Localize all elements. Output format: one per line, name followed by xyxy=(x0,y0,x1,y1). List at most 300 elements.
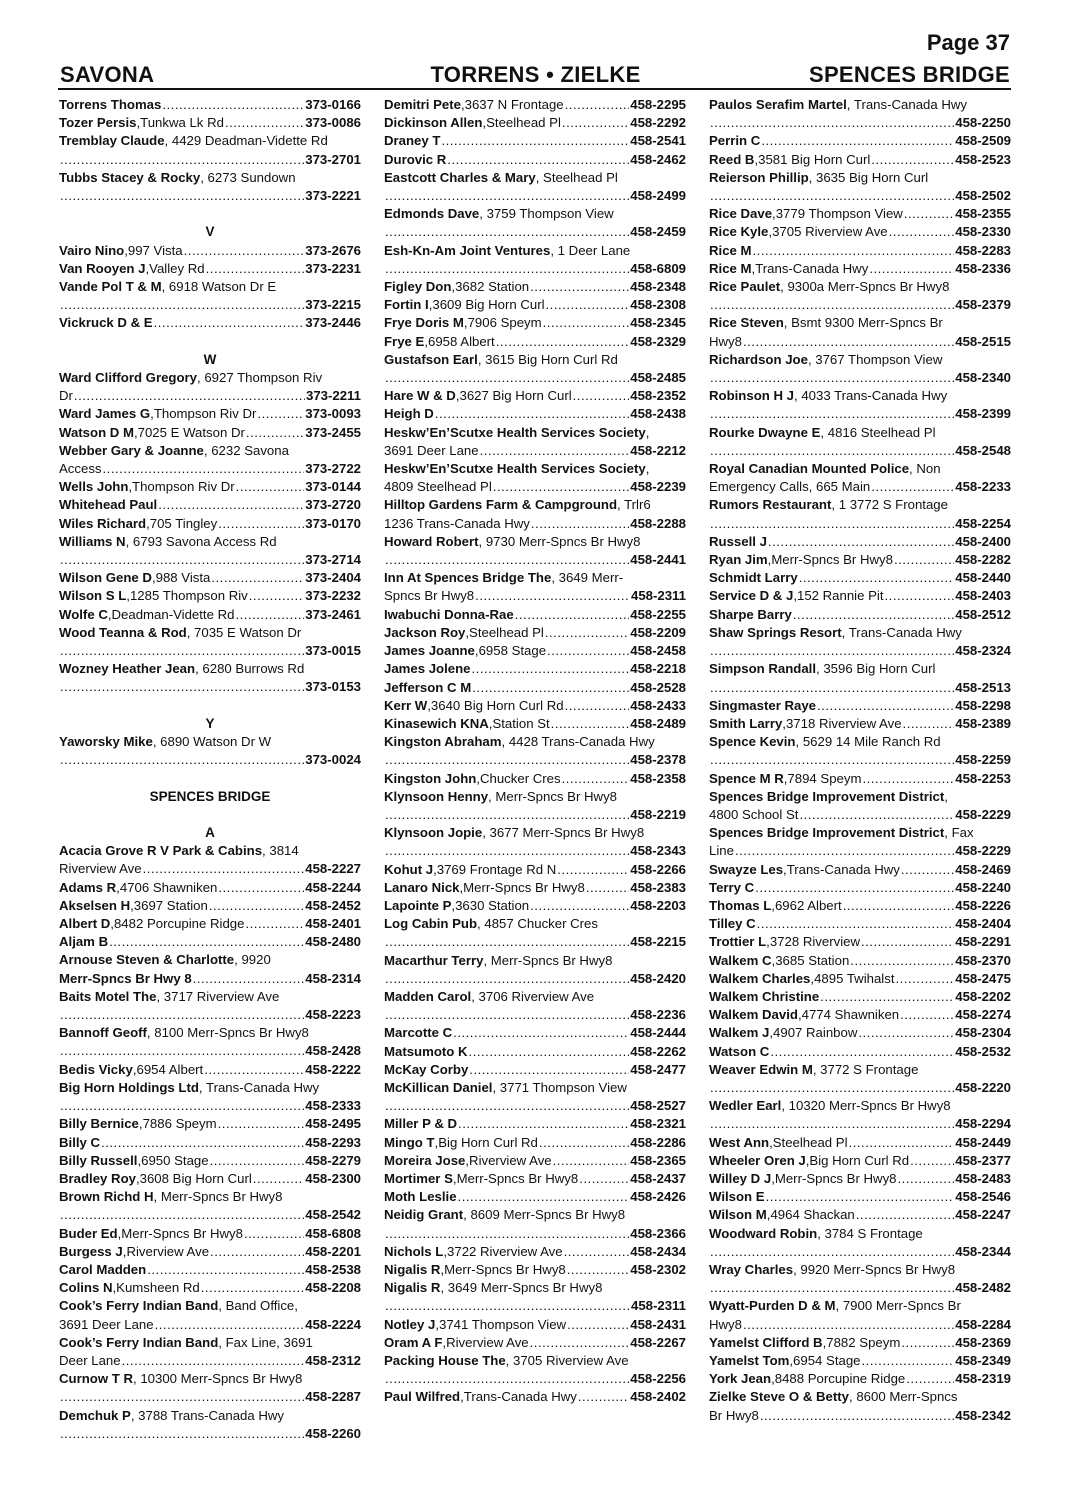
listing-phone: 458-2483 xyxy=(955,1170,1011,1186)
listing-name: Figley Don xyxy=(384,279,452,295)
dot-leader xyxy=(469,1061,629,1079)
listing-phone: 458-2538 xyxy=(305,1261,361,1277)
listing-address-cont: 3691 Deer Lane xyxy=(59,1316,154,1332)
listing-entry xyxy=(384,1206,686,1242)
listing-entry xyxy=(59,1407,361,1443)
listing-second-line xyxy=(709,806,1011,824)
listing-name: Arnouse Steven & Charlotte xyxy=(59,952,235,968)
listing-line xyxy=(59,1134,361,1152)
listing-second-line xyxy=(59,751,361,769)
dot-leader xyxy=(871,478,954,496)
comma-separator: , xyxy=(771,897,775,913)
comma-separator: , xyxy=(130,897,134,913)
comma-separator: , xyxy=(133,1371,141,1387)
listing-name: Walkem David xyxy=(709,1007,798,1023)
listing-line xyxy=(709,861,1011,879)
dot-leader xyxy=(385,187,629,205)
listing-line xyxy=(709,260,1011,278)
listing-address: 6280 Burrows Rd xyxy=(202,661,305,677)
listing-name: Packing House The xyxy=(384,1353,506,1369)
listing-name: Frye Doris M xyxy=(384,315,464,331)
listing-entry xyxy=(59,1297,361,1333)
listing-second-line xyxy=(384,1097,686,1115)
listing-entry xyxy=(384,1134,686,1152)
listing-second-line xyxy=(384,187,686,205)
listing-name: Klynsoon Henny xyxy=(384,788,489,804)
listing-entry xyxy=(59,951,361,987)
listing-phone: 458-2344 xyxy=(955,1243,1011,1259)
listing-name: Draney T xyxy=(384,133,441,149)
dot-leader xyxy=(60,678,304,696)
listing-entry xyxy=(384,351,686,387)
listing-entry xyxy=(709,1225,1011,1261)
comma-separator: , xyxy=(794,388,802,404)
listing-entry xyxy=(384,624,686,642)
dot-leader xyxy=(770,1043,954,1061)
listing-name: Woodward Robin xyxy=(709,1225,818,1241)
listing-name: Howard Robert xyxy=(384,533,479,549)
dot-leader xyxy=(567,1316,629,1334)
listing-phone: 458-2239 xyxy=(630,479,686,495)
listing-phone: 373-2215 xyxy=(305,297,361,313)
listing-phone: 458-2336 xyxy=(955,260,1011,276)
listing-phone: 458-2314 xyxy=(305,970,361,986)
listing-phone: 458-2369 xyxy=(955,1334,1011,1350)
listing-second-line xyxy=(709,1079,1011,1097)
listing-address: 10300 Merr-Spncs Br Hwy8 xyxy=(140,1371,303,1387)
listing-phone: 458-2548 xyxy=(955,442,1011,458)
listing-first-line xyxy=(384,424,686,442)
listing-line xyxy=(709,1134,1011,1152)
dot-leader xyxy=(547,642,629,660)
listing-second-line xyxy=(709,405,1011,423)
listing-entry xyxy=(709,424,1011,460)
dot-leader xyxy=(441,132,629,150)
listing-line xyxy=(59,1061,361,1079)
dot-leader xyxy=(204,1061,304,1079)
listing-phone: 458-2352 xyxy=(630,388,686,404)
listing-second-line xyxy=(384,1297,686,1315)
listing-entry xyxy=(384,660,686,678)
listing-first-line xyxy=(709,624,1011,642)
header-right-place: SPENCES BRIDGE xyxy=(808,62,1010,87)
listing-phone: 458-2292 xyxy=(630,115,686,131)
listing-line xyxy=(59,260,361,278)
listing-name: Billy Bernice xyxy=(59,1116,139,1132)
listing-address: 8482 Porcupine Ridge xyxy=(113,916,245,932)
listing-phone: 458-2244 xyxy=(305,879,361,895)
listing-second-line xyxy=(709,296,1011,314)
listing-second-line xyxy=(709,515,1011,533)
listing-name: Vande Pol T & M xyxy=(59,279,162,295)
listing-address: 3677 Merr-Spncs Br Hwy8 xyxy=(489,825,645,841)
listing-address: 7906 Speym xyxy=(467,315,542,331)
listing-line xyxy=(59,587,361,605)
listing-entry xyxy=(59,624,361,660)
listing-phone: 458-2324 xyxy=(955,643,1011,659)
dot-leader xyxy=(103,460,305,478)
comma-separator: , xyxy=(550,242,558,258)
listing-name: Wells John xyxy=(59,479,129,495)
listing-first-line xyxy=(384,915,686,933)
comma-separator: , xyxy=(465,624,470,640)
listing-line xyxy=(709,606,1011,624)
dot-leader xyxy=(60,1206,304,1224)
listing-entry xyxy=(59,933,361,951)
listing-entry xyxy=(59,114,361,132)
listing-address-cont: 4800 School St xyxy=(709,806,799,822)
listing-phone: 458-2256 xyxy=(630,1371,686,1387)
listing-name: Service D & J xyxy=(709,588,794,604)
comma-separator: , xyxy=(771,1170,775,1186)
listing-phone: 458-2340 xyxy=(955,370,1011,386)
listing-entry xyxy=(384,770,686,788)
listing-name: Klynsoon Jopie xyxy=(384,825,483,841)
listing-phone: 458-2302 xyxy=(630,1262,686,1277)
listing-phone: 458-2319 xyxy=(955,1371,1011,1387)
listing-name: Watson D M xyxy=(59,424,134,440)
listing-address: 3741 Thompson View xyxy=(438,1316,567,1332)
listing-entry xyxy=(709,551,1011,569)
listing-name: Buder Ed xyxy=(59,1225,118,1241)
listing-name: Colins N xyxy=(59,1280,113,1296)
listing-address: 3637 N Frontage xyxy=(464,97,564,112)
listing-line xyxy=(384,697,686,715)
dot-leader xyxy=(155,1316,305,1334)
listing-address: Big Horn Curl Rd xyxy=(809,1152,910,1168)
listing-name: Big Horn Holdings Ltd xyxy=(59,1079,199,1095)
dot-leader xyxy=(543,314,630,332)
listing-first-line xyxy=(59,1024,361,1042)
dot-leader xyxy=(480,442,630,460)
listing-address: 4895 Twihalst xyxy=(814,970,895,986)
listing-name: Heskw’En’Scutxe Health Services Society xyxy=(384,461,646,477)
listing-first-line xyxy=(384,169,686,187)
dot-leader xyxy=(564,1243,630,1261)
listing-entry xyxy=(384,151,686,169)
listing-address: 3718 Riverview Ave xyxy=(785,715,902,731)
listing-entry xyxy=(709,697,1011,715)
comma-separator: , xyxy=(465,1152,470,1168)
listing-phone: 458-2509 xyxy=(955,133,1011,149)
listing-entry xyxy=(384,1279,686,1315)
listing-first-line xyxy=(59,533,361,551)
listing-phone: 458-2403 xyxy=(955,588,1011,604)
listing-name: Ryan Jim xyxy=(709,552,768,568)
dot-leader xyxy=(253,1170,304,1188)
comma-separator: , xyxy=(477,916,485,932)
dot-leader xyxy=(469,1043,630,1061)
listing-line xyxy=(384,132,686,150)
listing-phone: 458-2212 xyxy=(630,442,686,458)
listing-line xyxy=(709,533,1011,551)
listing-name: Esh-Kn-Am Joint Ventures xyxy=(384,242,551,258)
listing-line xyxy=(384,642,686,660)
listing-address: Merr-Spncs Br Hwy8 xyxy=(121,1225,243,1241)
dot-leader xyxy=(889,223,955,241)
listing-address: Trans-Canada Hwy xyxy=(853,97,968,112)
dot-leader xyxy=(906,1370,954,1388)
listing-entry xyxy=(709,1170,1011,1188)
listing-name: Wedler Earl xyxy=(709,1098,782,1114)
listing-entry xyxy=(709,278,1011,314)
listing-phone: 458-2462 xyxy=(630,151,686,167)
listing-name: Yamelst Clifford B xyxy=(709,1334,823,1350)
listing-second-line xyxy=(59,1352,361,1370)
listing-address: Riverview Ave xyxy=(446,1334,529,1350)
listing-entry xyxy=(384,1079,686,1115)
dot-leader xyxy=(817,697,954,715)
dot-leader xyxy=(546,296,630,314)
listing-first-line xyxy=(59,169,361,187)
listing-phone: 458-2485 xyxy=(630,370,686,386)
header-left-place: SAVONA xyxy=(60,62,155,87)
listing-entry xyxy=(384,788,686,824)
listing-name: Walkem Christine xyxy=(709,988,820,1004)
listing-line xyxy=(59,405,361,423)
listing-phone: 458-2203 xyxy=(630,897,686,913)
listing-phone: 458-2499 xyxy=(630,188,686,204)
listing-address-cont: Emergency Calls, 665 Main xyxy=(709,479,871,495)
dot-leader xyxy=(904,205,954,223)
listing-name: Kohut J xyxy=(384,861,434,877)
listing-phone: 373-2701 xyxy=(305,151,361,167)
dot-leader xyxy=(60,1097,304,1115)
listing-address: 6890 Watson Dr W xyxy=(160,734,272,750)
listing-second-line xyxy=(709,114,1011,132)
listing-first-line xyxy=(59,733,361,751)
listing-entry xyxy=(384,296,686,314)
comma-separator: , xyxy=(126,588,130,604)
comma-separator: , xyxy=(505,1353,513,1369)
comma-separator: , xyxy=(161,279,169,295)
listing-line xyxy=(59,933,361,951)
dot-leader xyxy=(211,569,304,587)
listing-phone: 458-2420 xyxy=(630,970,686,986)
comma-separator: , xyxy=(130,1407,139,1423)
listing-name: Durovic R xyxy=(384,151,447,167)
listing-name: Kingston John xyxy=(384,770,477,786)
listing-name: Sharpe Barry xyxy=(709,606,792,622)
listing-line xyxy=(709,1334,1011,1352)
listing-second-line xyxy=(59,1097,361,1115)
listing-name: Notley J xyxy=(384,1316,436,1332)
listing-entry xyxy=(709,1043,1011,1061)
listing-name: Demchuk P xyxy=(59,1407,131,1423)
dot-leader xyxy=(799,806,954,824)
listing-address: Merr-Spncs Br Hwy8 xyxy=(774,1170,897,1186)
listing-phone: 458-2329 xyxy=(630,333,686,349)
comma-separator: , xyxy=(428,297,433,313)
listing-name: Kinasewich KNA xyxy=(384,715,489,731)
listing-entry xyxy=(709,1024,1011,1042)
listing-entry xyxy=(384,569,686,605)
listing-name: Wiles Richard xyxy=(59,515,147,531)
comma-separator: , xyxy=(451,897,456,913)
listing-line xyxy=(59,915,361,933)
listing-phone: 458-2546 xyxy=(955,1189,1011,1205)
listing-address-cont: Access xyxy=(59,461,102,477)
listing-name: Tozer Persis xyxy=(59,115,137,131)
listing-phone: 458-2253 xyxy=(955,770,1011,786)
listing-entry xyxy=(384,715,686,733)
listing-phone: 458-2402 xyxy=(630,1389,686,1405)
comma-separator: , xyxy=(138,1116,143,1132)
listing-first-line xyxy=(384,988,686,1006)
listing-line xyxy=(384,1061,686,1079)
dot-leader xyxy=(158,496,304,514)
listing-address: 3772 S Frontage xyxy=(820,1061,919,1077)
listing-address: Trlr6 xyxy=(624,497,651,513)
dot-leader xyxy=(385,1297,630,1315)
dot-leader xyxy=(793,606,954,624)
listing-address: Merr-Spncs Br Hwy8 xyxy=(771,552,893,568)
listing-entry xyxy=(384,1043,686,1061)
listing-second-line xyxy=(59,1206,361,1224)
listing-entry xyxy=(709,460,1011,496)
listing-entry xyxy=(384,606,686,624)
listing-name: Paulos Serafim Martel xyxy=(709,97,847,112)
listing-first-line xyxy=(384,496,686,514)
dot-leader xyxy=(60,187,304,205)
listing-first-line xyxy=(59,278,361,296)
listing-address: 152 Rannie Pit xyxy=(796,588,884,604)
listing-address: Thompson Riv Dr xyxy=(153,406,257,422)
listing-name: Weaver Edwin M xyxy=(709,1061,813,1077)
listing-second-line xyxy=(709,842,1011,860)
dot-leader xyxy=(900,1006,954,1024)
listing-second-line xyxy=(384,442,686,460)
dot-leader xyxy=(530,897,629,915)
comma-separator: , xyxy=(772,206,776,222)
listing-first-line xyxy=(384,1079,686,1097)
listing-phone: 458-2229 xyxy=(955,806,1011,822)
listing-line xyxy=(709,1370,1011,1388)
comma-separator: , xyxy=(122,1243,127,1259)
listing-name: Neidig Grant xyxy=(384,1207,464,1223)
dot-leader xyxy=(385,933,629,951)
listing-address: 3767 Thompson View xyxy=(815,351,943,367)
dot-leader xyxy=(249,587,305,605)
listing-entry xyxy=(59,1079,361,1115)
listing-phone: 458-2233 xyxy=(955,479,1011,495)
listing-entry xyxy=(384,988,686,1024)
dot-leader xyxy=(206,260,305,278)
listing-name: Fortin I xyxy=(384,297,429,313)
listing-first-line xyxy=(709,1061,1011,1079)
listing-entry xyxy=(59,660,361,696)
listing-phone: 458-2215 xyxy=(630,934,686,950)
listing-second-line xyxy=(709,1279,1011,1297)
listing-name: Lapointe P xyxy=(384,897,452,913)
listing-entry xyxy=(59,96,361,114)
listing-name: Nigalis R xyxy=(384,1280,441,1296)
letter-heading: W xyxy=(203,351,217,367)
comma-separator: , xyxy=(768,224,773,240)
dot-leader xyxy=(710,1079,954,1097)
dot-leader xyxy=(562,114,629,132)
listing-line xyxy=(59,1279,361,1297)
listing-entry xyxy=(59,1243,361,1261)
listing-name: Rice M xyxy=(709,242,752,258)
listing-entry xyxy=(59,1061,361,1079)
comma-separator: , xyxy=(132,1061,137,1077)
listing-phone: 373-2221 xyxy=(305,188,361,204)
listing-entry xyxy=(709,915,1011,933)
listing-second-line xyxy=(384,223,686,241)
listing-phone: 373-0024 xyxy=(305,752,361,768)
dot-leader xyxy=(447,151,629,169)
listing-phone: 458-2541 xyxy=(630,133,686,149)
dot-leader xyxy=(557,861,629,879)
listing-phone: 458-2262 xyxy=(630,1043,686,1059)
listing-address: 6954 Stage xyxy=(793,1353,861,1369)
listing-address: 1 3772 S Frontage xyxy=(838,497,948,513)
dot-leader xyxy=(385,551,629,569)
listing-entry xyxy=(59,369,361,405)
comma-separator: , xyxy=(478,533,486,549)
listing-address: 4706 Shawniken xyxy=(119,879,218,895)
listing-line xyxy=(59,424,361,442)
dot-leader xyxy=(743,1316,954,1334)
comma-separator: , xyxy=(789,1353,794,1369)
comma-separator: , xyxy=(551,570,559,586)
comma-separator: , xyxy=(781,1098,789,1114)
listing-first-line xyxy=(59,442,361,460)
listing-phone: 458-2298 xyxy=(955,697,1011,713)
listing-entry xyxy=(59,1024,361,1060)
listing-phone: 458-2202 xyxy=(955,988,1011,1004)
listing-name: Smith Larry xyxy=(709,715,783,731)
listing-line xyxy=(59,1261,361,1279)
listing-second-line xyxy=(59,970,361,988)
listing-name: Wilson M xyxy=(709,1207,767,1223)
dot-leader xyxy=(579,1170,629,1188)
listing-name: Wood Teanna & Rod xyxy=(59,624,187,640)
listing-entry xyxy=(59,988,361,1024)
dot-leader xyxy=(710,1279,954,1297)
dot-leader xyxy=(768,533,954,551)
comma-separator: , xyxy=(535,169,544,185)
listing-name: Vairo Nino xyxy=(59,242,125,258)
listing-phone: 458-2218 xyxy=(630,661,686,677)
comma-separator: , xyxy=(812,1061,821,1077)
dot-leader xyxy=(753,242,955,260)
listing-address: 6962 Albert xyxy=(774,897,842,913)
listing-entry xyxy=(384,278,686,296)
letter-heading: Y xyxy=(205,715,215,731)
listing-entry xyxy=(59,533,361,569)
listing-address: Deadman-Vidette Rd xyxy=(111,606,235,622)
listing-phone: 458-2343 xyxy=(630,843,686,859)
listing-entry xyxy=(709,314,1011,350)
listing-name: Acacia Grove R V Park & Cabins xyxy=(59,843,263,859)
comma-separator: , xyxy=(488,788,496,804)
listing-name: Walkem Charles xyxy=(709,970,811,986)
listing-line xyxy=(384,1043,686,1061)
listing-entry xyxy=(709,1297,1011,1333)
listing-entry xyxy=(709,223,1011,241)
dot-leader xyxy=(578,1388,629,1406)
comma-separator: , xyxy=(807,351,816,367)
listing-phone: 458-2312 xyxy=(305,1352,361,1368)
listing-first-line xyxy=(709,1097,1011,1115)
dot-leader xyxy=(553,1152,630,1170)
listing-phone: 458-2438 xyxy=(630,406,686,422)
listing-line xyxy=(384,624,686,642)
listing-address: 3705 Riverview Ave xyxy=(512,1353,629,1369)
dot-leader xyxy=(472,660,630,678)
